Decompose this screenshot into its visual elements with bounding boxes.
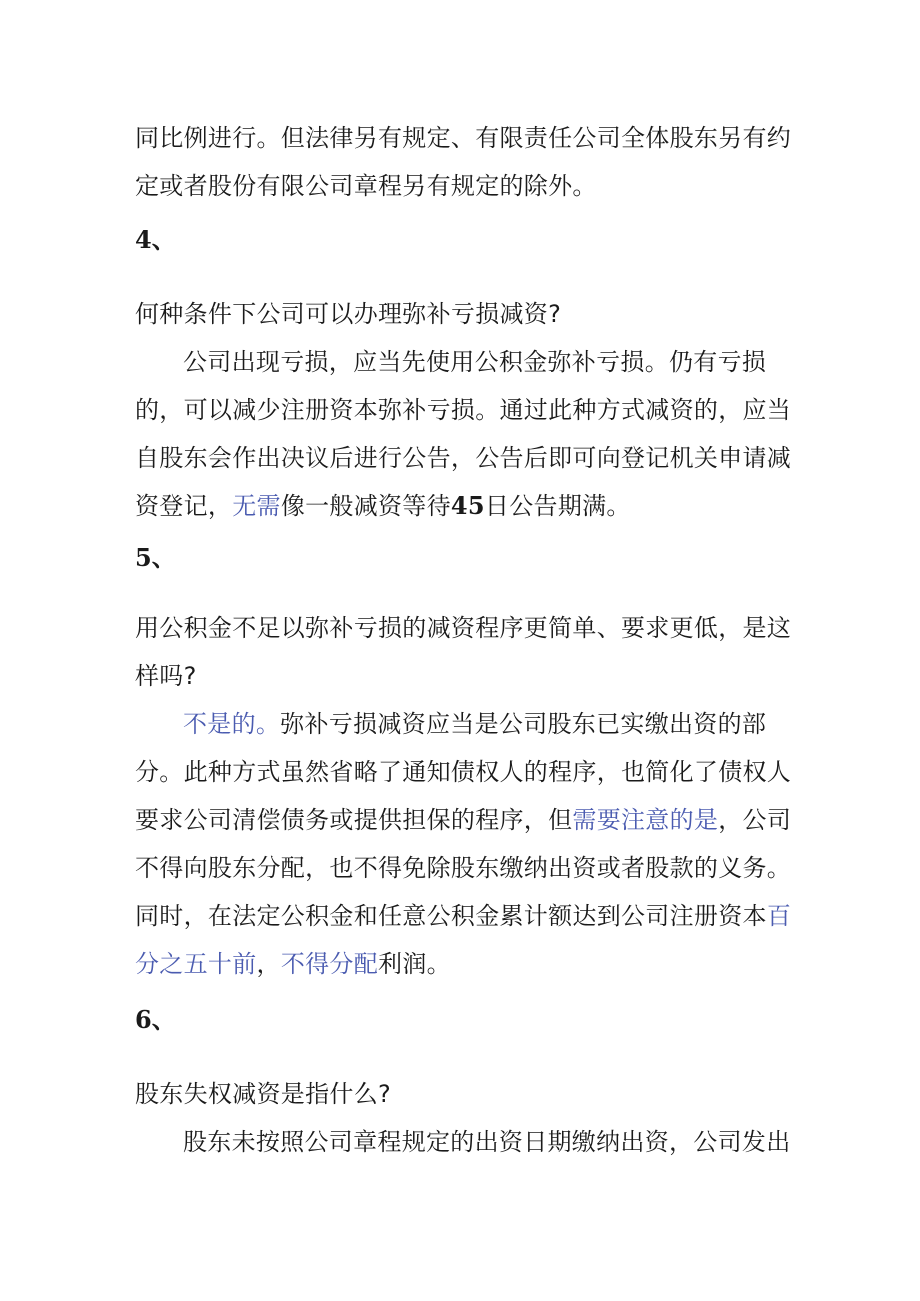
question-5-number: 5、 (135, 543, 176, 572)
question-6-number: 6、 (135, 1005, 176, 1034)
question-5-title: 用公积金不足以弥补亏损的减资程序更简单、要求更低，是这样吗? (135, 614, 792, 690)
q5-answer-part3: ， (256, 950, 281, 978)
q5-highlight-not-so: 不是的。 (183, 710, 281, 738)
q5-highlight-no-distribution: 不得分配 (280, 950, 379, 978)
q5-answer-part1: 弥补亏损减资应当是公司股东已实缴出资的部分。此种方式虽然省略了通知债权人的程序，也简化了债权人要求公司清偿债务或提供担保的程序，但 (135, 710, 792, 834)
q4-days-number: 45 (450, 491, 485, 520)
q4-highlight-no-need: 无需 (232, 492, 281, 520)
q5-answer-part4: 利润。 (378, 950, 451, 978)
intro-text: 同比例进行。但法律另有规定、有限责任公司全体股东另有约定或者股份有限公司章程另有规定的除外。 (135, 124, 792, 200)
question-4-answer (135, 338, 795, 530)
question-6-title: 股东失权减资是指什么? (135, 1080, 392, 1108)
q4-answer-part2: 像一般减资等待 (280, 492, 451, 520)
q4-answer-part1: 公司出现亏损，应当先使用公积金弥补亏损。仍有亏损的，可以减少注册资本弥补亏损。通过此种方式减资的，应当自股东会作出决议后进行公告，公告后即可向登记机关申请减资登记， (135, 348, 792, 520)
q4-answer-part3: 日公告期满。 (484, 492, 631, 520)
q5-answer-part2: ，公司不得向股东分配，也不得免除股东缴纳出资或者股款的义务。同时，在法定公积金和任意公积金累计额达到公司注册资本 (135, 806, 792, 930)
intro-paragraph (135, 114, 795, 210)
question-5-answer (135, 700, 795, 988)
q5-highlight-note: 需要注意的是 (572, 806, 719, 834)
question-4-number: 4、 (135, 225, 176, 254)
question-4-title: 何种条件下公司可以办理弥补亏损减资? (135, 300, 562, 328)
question-6-answer: 股东未按照公司章程规定的出资日期缴纳出资，公司发出 (183, 1128, 791, 1156)
q5-highlight-fifty-percent: 百分之五十前 (135, 902, 792, 978)
